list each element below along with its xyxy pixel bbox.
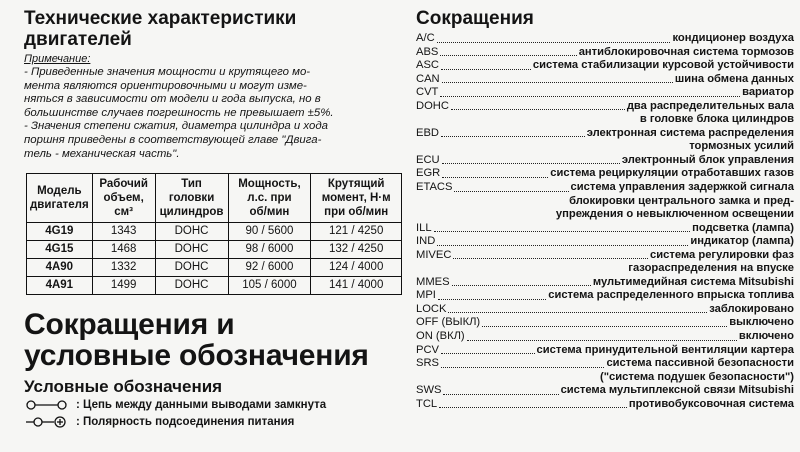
abbreviation-definition-continued: газораспределения на впуске: [628, 262, 794, 275]
abbreviation-row: [416, 32, 794, 46]
abbreviation-definition-continued: тормозных усилий: [689, 140, 794, 153]
abbreviation-definition-continued: ("система подушек безопасности"): [599, 370, 794, 383]
symbols-list: [24, 396, 402, 430]
symbol-description: : Полярность подсоединения питания: [76, 415, 295, 428]
table-cell: 98 / 6000: [228, 241, 311, 259]
table-row: [27, 259, 402, 277]
abbreviation-code: MPI: [416, 289, 436, 302]
abbreviation-definition: электронный блок управления: [621, 153, 794, 166]
specs-column: [24, 8, 402, 430]
table-header-cell: Мощность, л.с. при об/мин: [228, 174, 311, 223]
abbreviation-code: CVT: [416, 86, 439, 99]
table-cell: 1499: [92, 277, 155, 295]
dot-leader: [482, 326, 727, 327]
note-text: [24, 66, 402, 161]
abbreviation-row: [416, 344, 794, 358]
dot-leader: [467, 340, 737, 341]
abbreviation-definition: электронная система распределения: [586, 126, 794, 139]
closed-circuit-icon: [24, 398, 70, 412]
table-row: [27, 223, 402, 241]
dot-leader: [438, 299, 546, 300]
abbreviation-row: [416, 303, 794, 317]
dot-leader: [442, 82, 673, 83]
table-header-cell: Тип головки цилиндров: [155, 174, 228, 223]
abbreviation-row: [416, 154, 794, 168]
abbreviation-row: [416, 249, 794, 263]
specs-title-line1: Технические характеристики: [24, 8, 297, 29]
note-line: - Значения степени сжатия, диаметра цилиндра и хода: [24, 120, 328, 133]
note-line: мента являются ориентировочными и могут изме-: [24, 79, 307, 92]
table-cell: 132 / 4250: [311, 241, 402, 259]
dot-leader: [448, 312, 707, 313]
table-cell: DOHC: [155, 277, 228, 295]
abbreviation-code: SWS: [416, 384, 442, 397]
abbreviation-row: [416, 357, 794, 371]
power-polarity-icon: [24, 415, 70, 429]
abbreviation-row: [416, 289, 794, 303]
abbreviation-row: [416, 59, 794, 73]
abbreviation-definition: вариатор: [742, 86, 794, 99]
abbreviation-row: [416, 86, 794, 100]
abbreviation-definition: подсветка (лампа): [692, 221, 794, 234]
engine-model-cell: 4A91: [27, 277, 93, 295]
abbreviation-code: ILL: [416, 221, 432, 234]
abbreviation-row: [416, 222, 794, 236]
abbreviation-code: TCL: [416, 397, 438, 410]
table-cell: 1468: [92, 241, 155, 259]
dot-leader: [441, 136, 585, 137]
abbreviations-column: [416, 8, 794, 411]
note-line: большинстве случаев погрешность не превышает ±5%.: [24, 106, 334, 119]
abbreviation-row: [416, 100, 794, 114]
abbreviation-row: [416, 330, 794, 344]
table-cell: DOHC: [155, 241, 228, 259]
table-header-row: [27, 174, 402, 223]
abbreviation-definition: противобуксовочная система: [628, 397, 794, 410]
engine-model-cell: 4G15: [27, 241, 93, 259]
abbreviation-definition: заблокировано: [709, 302, 794, 315]
dot-leader: [442, 177, 548, 178]
abbreviation-code: ETACS: [416, 181, 453, 194]
abbreviation-row: [416, 398, 794, 412]
engine-model-cell: 4A90: [27, 259, 93, 277]
abbreviation-definition: система рециркуляции отработавших газов: [550, 167, 794, 180]
abbreviation-definition: система мультиплексной связи Mitsubishi: [560, 384, 794, 397]
symbol-row: [24, 396, 402, 413]
table-header-cell: Модель двигателя: [27, 174, 93, 223]
specs-title-line2: двигателей: [24, 29, 132, 50]
note-line: тель - механическая часть".: [24, 147, 180, 160]
abbreviations-list: [416, 32, 794, 411]
abbreviation-definition: система принудительной вентиляции картера: [536, 343, 794, 356]
dot-leader: [434, 231, 691, 232]
dot-leader: [440, 96, 740, 97]
symbols-title: Условные обозначения: [24, 377, 223, 397]
abbreviation-code: ASC: [416, 59, 440, 72]
symbol-row: [24, 413, 402, 430]
table-cell: DOHC: [155, 223, 228, 241]
section-title-line2: условные обозначения: [24, 339, 369, 373]
abbreviation-definition: система стабилизации курсовой устойчивости: [532, 59, 794, 72]
abbreviation-code: SRS: [416, 357, 440, 370]
dot-leader: [437, 245, 688, 246]
abbreviation-row: [416, 181, 794, 195]
section-title: [24, 309, 402, 371]
abbreviation-definition: индикатор (лампа): [690, 235, 794, 248]
abbreviation-code: MMES: [416, 275, 450, 288]
note-line: няться в зависимости от модели и года выпуска, но в: [24, 93, 321, 106]
dot-leader: [439, 407, 627, 408]
specs-title: [24, 8, 402, 50]
abbreviation-code: LOCK: [416, 302, 447, 315]
note-line: - Приведенные значения мощности и крутящего мо-: [24, 66, 311, 78]
table-cell: 92 / 6000: [228, 259, 311, 277]
abbreviation-code: A/C: [416, 32, 435, 44]
abbreviation-code: ON (ВКЛ): [416, 330, 465, 343]
dot-leader: [451, 109, 625, 110]
abbreviation-row: [416, 235, 794, 249]
abbreviation-code: OFF (ВЫКЛ): [416, 316, 481, 329]
abbreviation-row: [416, 316, 794, 330]
abbreviation-code: EGR: [416, 167, 441, 180]
abbreviation-code: MIVEC: [416, 248, 452, 261]
abbreviation-definition: два распределительных вала: [626, 99, 794, 112]
abbreviation-row: [416, 127, 794, 141]
abbreviation-row: [416, 276, 794, 290]
abbreviation-code: EBD: [416, 126, 440, 139]
table-cell: 90 / 5600: [228, 223, 311, 241]
dot-leader: [437, 42, 671, 43]
dot-leader: [441, 367, 604, 368]
abbreviation-definition-continued: упреждения о невыключенном освещении: [555, 208, 794, 221]
table-cell: 1343: [92, 223, 155, 241]
dot-leader: [440, 55, 576, 56]
abbreviation-row: [416, 73, 794, 87]
table-cell: DOHC: [155, 259, 228, 277]
abbreviation-code: IND: [416, 235, 436, 248]
table-row: [27, 277, 402, 295]
abbreviation-definition: шина обмена данных: [674, 72, 794, 85]
abbreviations-title: Сокращения: [416, 8, 534, 29]
table-cell: 121 / 4250: [311, 223, 402, 241]
abbreviation-definition: включено: [738, 330, 794, 343]
dot-leader: [442, 163, 620, 164]
abbreviation-definition: система распределенного впрыска топлива: [548, 289, 794, 302]
abbreviation-code: PCV: [416, 343, 440, 356]
abbreviation-code: CAN: [416, 72, 440, 85]
symbol-description: : Цепь между данными выводами замкнута: [76, 398, 327, 411]
abbreviation-definition: система регулировки фаз: [650, 248, 794, 261]
engine-model-cell: 4G19: [27, 223, 93, 241]
abbreviation-code: ABS: [416, 45, 439, 58]
dot-leader: [441, 69, 531, 70]
abbreviation-definition: система управления задержкой сигнала: [570, 181, 794, 194]
table-header-cell: Рабочий объем, см³: [92, 174, 155, 223]
abbreviation-row: [416, 167, 794, 181]
note-line: поршня приведены в соответствующей главе "Двига-: [24, 133, 322, 146]
section-title-line1: Сокращения и: [24, 308, 235, 342]
abbreviation-row: [416, 384, 794, 398]
table-cell: 105 / 6000: [228, 277, 311, 295]
abbreviation-code: ECU: [416, 153, 440, 166]
table-cell: 1332: [92, 259, 155, 277]
abbreviation-definition-continued: в головке блока цилиндров: [639, 113, 794, 126]
table-row: [27, 241, 402, 259]
abbreviation-definition: кондиционер воздуха: [672, 32, 794, 44]
abbreviation-definition: антиблокировочная система тормозов: [578, 45, 794, 58]
dot-leader: [441, 353, 535, 354]
note-label: Примечание:: [24, 53, 91, 65]
abbreviation-definition-continued: блокировки центрального замка и пред-: [569, 194, 794, 207]
abbreviation-definition: выключено: [729, 316, 794, 329]
dot-leader: [453, 258, 648, 259]
abbreviation-code: DOHC: [416, 99, 449, 112]
dot-leader: [452, 285, 591, 286]
abbreviation-row: [416, 46, 794, 60]
engine-spec-table: [26, 173, 402, 295]
dot-leader: [454, 191, 568, 192]
table-cell: 141 / 4000: [311, 277, 402, 295]
abbreviation-definition: мультимедийная система Mitsubishi: [592, 275, 794, 288]
table-header-cell: Крутящий момент, Н·м при об/мин: [311, 174, 402, 223]
abbreviation-definition: система пассивной безопасности: [606, 357, 794, 370]
table-cell: 124 / 4000: [311, 259, 402, 277]
dot-leader: [443, 394, 558, 395]
